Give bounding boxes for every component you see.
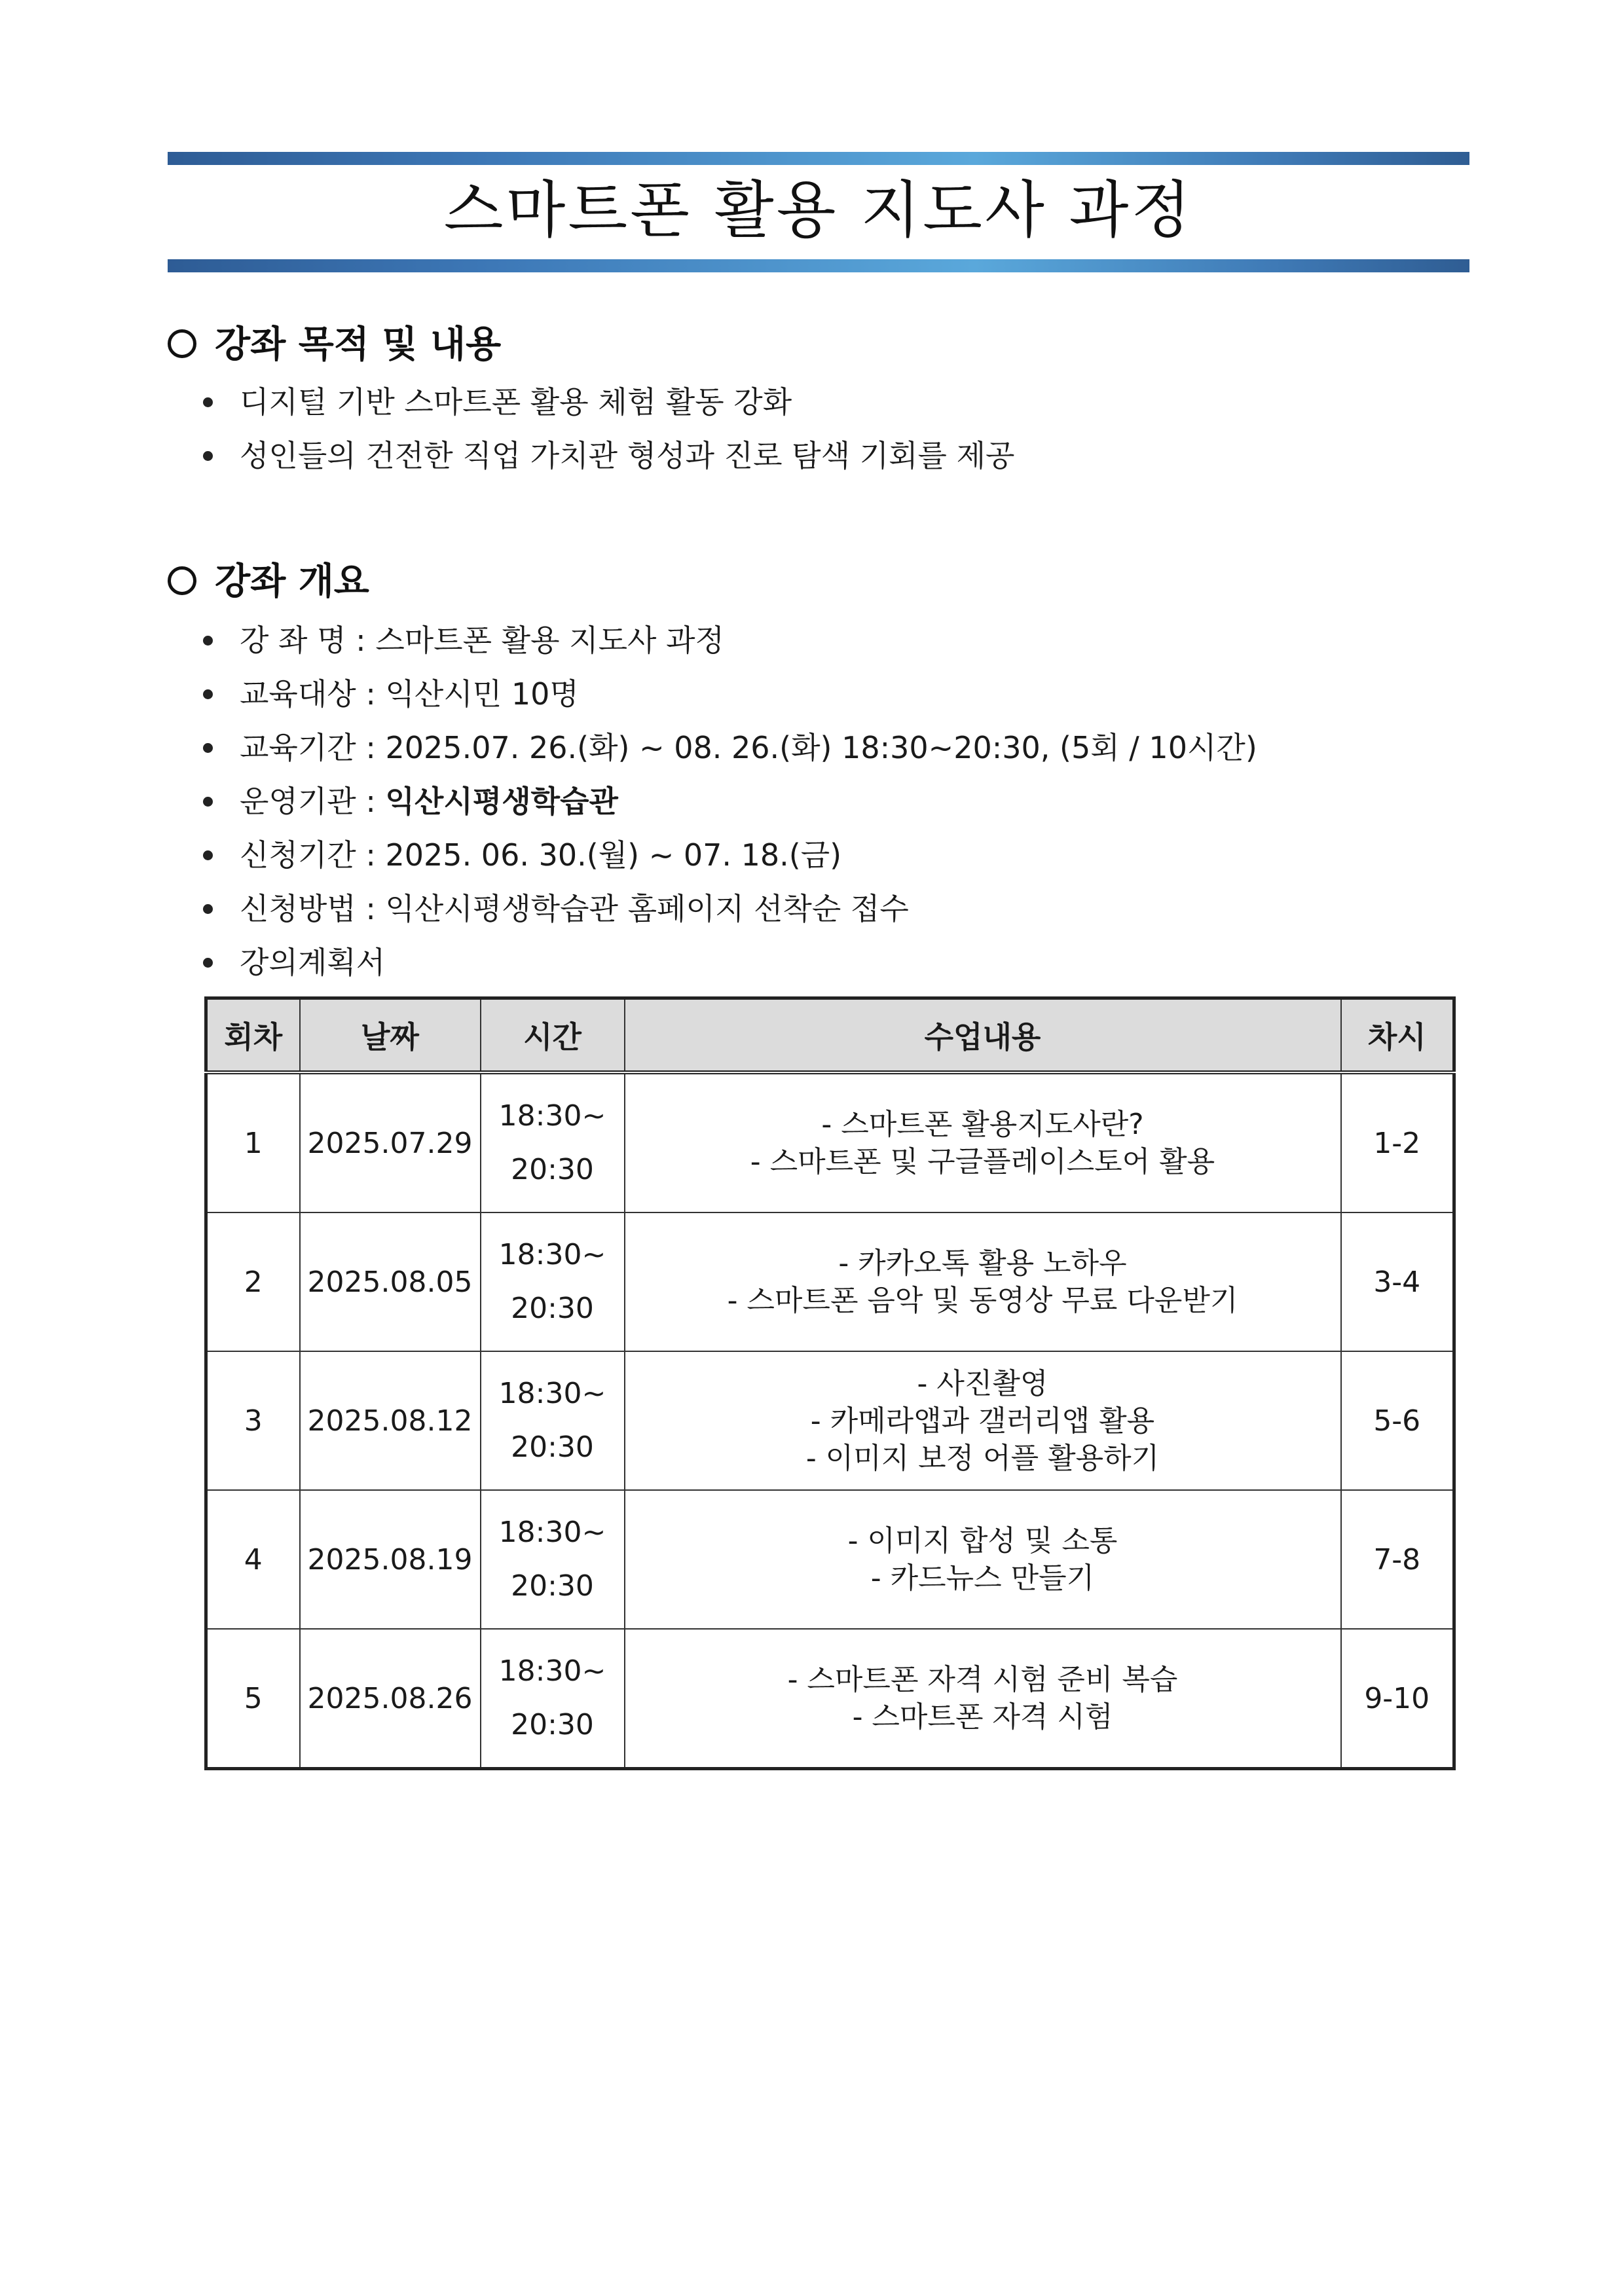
overview-label: 강의계획서	[240, 945, 386, 980]
cell-content	[625, 1072, 1341, 1212]
overview-separator: :	[356, 730, 386, 765]
section-heading-purpose	[168, 322, 501, 368]
overview-label: 교육기간	[240, 730, 356, 765]
cell-time	[481, 1072, 625, 1212]
table-row	[206, 1490, 1454, 1629]
page-title: 스마트폰 활용 지도사 과정	[443, 175, 1194, 246]
lecture-plan-table	[204, 996, 1456, 1770]
cell-round: 1	[206, 1072, 300, 1212]
list-item	[200, 613, 1257, 667]
time-end: 20:30	[511, 1708, 594, 1741]
list-item-text: 성인들의 건전한 직업 가치관 형성과 진로 탐색 기회를 제공	[240, 438, 1015, 473]
bullet-dot-icon	[203, 904, 213, 914]
circle-bullet-icon	[168, 566, 196, 595]
overview-label: 신청기간	[240, 837, 356, 873]
overview-separator: :	[346, 623, 376, 658]
content-line: - 스마트폰 음악 및 동영상 무료 다운받기	[727, 1284, 1238, 1317]
cell-date: 2025.08.05	[300, 1212, 481, 1351]
bullet-dot-icon	[203, 689, 213, 699]
column-header-session: 차시	[1341, 998, 1454, 1073]
overview-separator: :	[356, 837, 386, 873]
cell-round: 5	[206, 1629, 300, 1769]
title-top-bar	[168, 152, 1469, 165]
content-line: - 스마트폰 자격 시험 준비 복습	[787, 1663, 1178, 1696]
time-end: 20:30	[511, 1153, 594, 1186]
column-header-round: 회차	[206, 998, 300, 1073]
overview-list	[200, 613, 1257, 989]
bullet-dot-icon	[203, 397, 213, 407]
content-line: - 스마트폰 활용지도사란?	[821, 1108, 1144, 1141]
list-item	[200, 774, 1257, 828]
list-item	[200, 721, 1257, 774]
content-line: - 카카오톡 활용 노하우	[838, 1247, 1127, 1280]
overview-value: 익산시평생학습관	[385, 784, 618, 819]
table-row	[206, 1629, 1454, 1769]
content-line: - 이미지 보정 어플 활용하기	[805, 1441, 1160, 1475]
cell-session: 9-10	[1341, 1629, 1454, 1769]
overview-label: 운영기관	[240, 784, 356, 819]
overview-value: 2025.07. 26.(화) ~ 08. 26.(화) 18:30~20:30, (5회 / 10시간)	[385, 730, 1257, 765]
cell-date: 2025.08.12	[300, 1351, 481, 1490]
cell-time	[481, 1351, 625, 1490]
overview-value: 익산시민 10명	[385, 676, 579, 712]
overview-separator: :	[356, 891, 386, 926]
time-end: 20:30	[511, 1430, 594, 1464]
list-item	[200, 882, 1257, 936]
cell-time	[481, 1629, 625, 1769]
cell-round: 2	[206, 1212, 300, 1351]
table-row	[206, 1351, 1454, 1490]
time-start: 18:30~	[498, 1099, 606, 1133]
section-heading-purpose-text: 강좌 목적 및 내용	[215, 323, 502, 366]
purpose-list	[200, 375, 1014, 483]
time-start: 18:30~	[498, 1238, 606, 1271]
overview-value: 스마트폰 활용 지도사 과정	[375, 623, 724, 658]
overview-value: 2025. 06. 30.(월) ~ 07. 18.(금)	[385, 837, 842, 873]
time-start: 18:30~	[498, 1654, 606, 1688]
cell-content	[625, 1212, 1341, 1351]
table-header-row	[206, 998, 1454, 1073]
cell-date: 2025.07.29	[300, 1072, 481, 1212]
content-line: - 스마트폰 및 구글플레이스토어 활용	[750, 1145, 1215, 1178]
cell-round: 3	[206, 1351, 300, 1490]
content-line: - 스마트폰 자격 시험	[852, 1700, 1113, 1734]
title-bottom-bar	[168, 259, 1469, 272]
cell-session: 7-8	[1341, 1490, 1454, 1629]
list-item	[200, 429, 1014, 483]
content-line: - 사진촬영	[917, 1366, 1048, 1400]
cell-time	[481, 1212, 625, 1351]
cell-content	[625, 1490, 1341, 1629]
bullet-dot-icon	[203, 958, 213, 968]
bullet-dot-icon	[203, 797, 213, 807]
column-header-content: 수업내용	[625, 998, 1341, 1073]
overview-value: 익산시평생학습관 홈페이지 선착순 접수	[385, 891, 909, 926]
column-header-date: 날짜	[300, 998, 481, 1073]
list-item-text: 디지털 기반 스마트폰 활용 체험 활동 강화	[240, 384, 792, 420]
list-item	[200, 375, 1014, 429]
bullet-dot-icon	[203, 451, 213, 461]
content-line: - 이미지 합성 및 소통	[847, 1524, 1118, 1558]
cell-date: 2025.08.19	[300, 1490, 481, 1629]
circle-bullet-icon	[168, 329, 196, 358]
list-item	[200, 667, 1257, 721]
cell-round: 4	[206, 1490, 300, 1629]
overview-separator: :	[356, 676, 386, 712]
overview-label: 교육대상	[240, 676, 356, 712]
overview-label: 강 좌 명	[240, 623, 346, 658]
cell-session: 1-2	[1341, 1072, 1454, 1212]
cell-content	[625, 1629, 1341, 1769]
table-row	[206, 1072, 1454, 1212]
cell-content	[625, 1351, 1341, 1490]
section-heading-overview-text: 강좌 개요	[215, 560, 369, 603]
overview-separator: :	[356, 784, 386, 819]
time-start: 18:30~	[498, 1377, 606, 1410]
cell-time	[481, 1490, 625, 1629]
cell-session: 3-4	[1341, 1212, 1454, 1351]
list-item	[200, 936, 1257, 989]
cell-date: 2025.08.26	[300, 1629, 481, 1769]
cell-session: 5-6	[1341, 1351, 1454, 1490]
time-end: 20:30	[511, 1292, 594, 1325]
section-heading-overview	[168, 559, 369, 605]
overview-label: 신청방법	[240, 891, 356, 926]
bullet-dot-icon	[203, 850, 213, 860]
content-line: - 카메라앱과 갤러리앱 활용	[810, 1404, 1155, 1438]
bullet-dot-icon	[203, 743, 213, 753]
column-header-time: 시간	[481, 998, 625, 1073]
table-row	[206, 1212, 1454, 1351]
bullet-dot-icon	[203, 636, 213, 646]
list-item	[200, 828, 1257, 882]
time-start: 18:30~	[498, 1516, 606, 1549]
time-end: 20:30	[511, 1569, 594, 1603]
content-line: - 카드뉴스 만들기	[870, 1561, 1095, 1595]
